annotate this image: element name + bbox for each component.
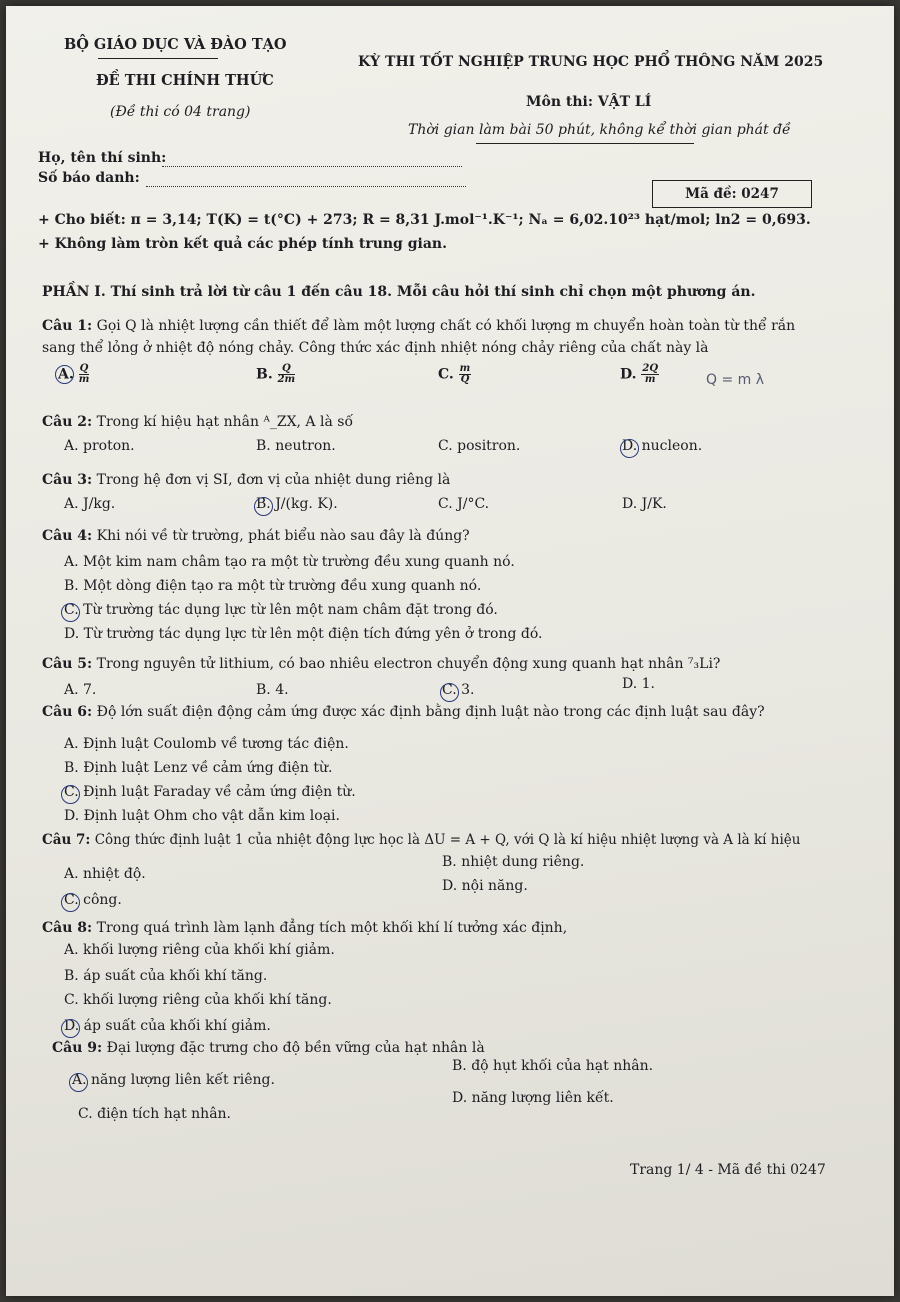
q1-label: Câu 1: bbox=[42, 318, 93, 334]
q1-d-num: 2Q bbox=[642, 363, 659, 374]
q4-option-b[interactable]: B. Một dòng điện tạo ra một từ trường đều xung quanh nó. bbox=[64, 578, 482, 594]
q5-option-c[interactable]: C. 3. bbox=[442, 682, 475, 698]
q8-text: Trong quá trình làm lạnh đẳng tích một khối khí lí tưởng xác định, bbox=[96, 920, 568, 936]
q8-option-a[interactable]: A. khối lượng riêng của khối khí giảm. bbox=[64, 942, 335, 958]
q9-option-a[interactable]: A. năng lượng liên kết riêng. bbox=[72, 1072, 275, 1088]
q2-stem bbox=[42, 414, 353, 430]
q3-option-d[interactable]: D. J/K. bbox=[622, 496, 667, 512]
q5-answer-mark bbox=[440, 683, 459, 702]
q9-option-c[interactable]: C. điện tích hạt nhân. bbox=[78, 1106, 232, 1122]
q2-answer-mark bbox=[620, 439, 639, 458]
student-name-label: Họ, tên thí sinh: bbox=[38, 150, 167, 166]
q3-stem bbox=[42, 472, 450, 488]
time-underline bbox=[476, 143, 694, 144]
q7-option-a[interactable]: A. nhiệt độ. bbox=[64, 866, 146, 882]
exam-time: Thời gian làm bài 50 phút, không kể thời gian phát đề bbox=[408, 122, 791, 138]
q9-label: Câu 9: bbox=[52, 1040, 103, 1056]
q4-stem bbox=[42, 528, 470, 544]
q5-text: Trong nguyên tử lithium, có bao nhiêu electron chuyển động xung quanh hạt nhân ⁷₃Li? bbox=[96, 656, 721, 672]
q1-a-fraction bbox=[79, 364, 90, 385]
q1-text2: sang thể lỏng ở nhiệt độ nóng chảy. Công thức xác định nhiệt nóng chảy riêng của chất này là bbox=[42, 340, 709, 356]
page-footer: Trang 1/ 4 - Mã đề thi 0247 bbox=[630, 1162, 826, 1178]
student-id-field[interactable] bbox=[146, 186, 466, 187]
q4-label: Câu 4: bbox=[42, 528, 93, 544]
q5-option-d[interactable]: D. 1. bbox=[622, 676, 655, 692]
q1-text1: Gọi Q là nhiệt lượng cần thiết để làm một lượng chất có khối lượng m chuyển hoàn toàn từ thể rắn bbox=[96, 318, 796, 334]
q7-label: Câu 7: bbox=[42, 832, 91, 848]
q7-stem bbox=[42, 832, 800, 848]
q1-answer-mark bbox=[55, 365, 74, 384]
q1-option-b[interactable] bbox=[256, 364, 295, 385]
q1-d-den: m bbox=[644, 374, 656, 385]
q1-b-num: Q bbox=[278, 364, 296, 375]
ministry-underline bbox=[98, 58, 218, 59]
q6-option-b[interactable]: B. Định luật Lenz về cảm ứng điện từ. bbox=[64, 760, 333, 776]
q4-answer-mark bbox=[61, 603, 80, 622]
q8-label: Câu 8: bbox=[42, 920, 93, 936]
q4-option-d[interactable]: D. Từ trường tác dụng lực từ lên một điện tích đứng yên ở trong đó. bbox=[64, 626, 543, 642]
q6-option-a[interactable]: A. Định luật Coulomb về tương tác điện. bbox=[64, 736, 349, 752]
q7-option-c[interactable]: C. công. bbox=[64, 892, 122, 908]
q3-option-c[interactable]: C. J/°C. bbox=[438, 496, 490, 512]
q2-text: Trong kí hiệu hạt nhân ᴬ_ZX, A là số bbox=[96, 414, 354, 430]
q1-a-num: Q bbox=[79, 363, 89, 374]
ministry-name: BỘ GIÁO DỤC VÀ ĐÀO TẠO bbox=[64, 36, 287, 53]
q5-option-b[interactable]: B. 4. bbox=[256, 682, 289, 698]
q6-answer-mark bbox=[61, 785, 80, 804]
official-label: ĐỀ THI CHÍNH THỨC bbox=[96, 72, 274, 89]
q4-text: Khi nói về từ trường, phát biểu nào sau đây là đúng? bbox=[96, 528, 470, 544]
q9-answer-mark bbox=[69, 1073, 88, 1092]
q9-option-b[interactable]: B. độ hụt khối của hạt nhân. bbox=[452, 1058, 654, 1074]
q8-option-d[interactable]: D. áp suất của khối khí giảm. bbox=[64, 1018, 271, 1034]
q2-option-a[interactable]: A. proton. bbox=[64, 438, 135, 454]
q5-option-a[interactable]: A. 7. bbox=[64, 682, 97, 698]
q8-answer-mark bbox=[61, 1019, 80, 1038]
q5-label: Câu 5: bbox=[42, 656, 93, 672]
q1-c-den: Q bbox=[460, 374, 470, 385]
q3-answer-mark bbox=[254, 497, 273, 516]
q1-d-fraction bbox=[641, 364, 659, 385]
q1-d-letter: D. bbox=[620, 366, 637, 383]
given-constants: + Cho biết: π = 3,14; T(K) = t(°C) + 273; R = 8,31 J.mol⁻¹.K⁻¹; Nₐ = 6,02.10²³ hạt/mol; ln2 = 0,693. bbox=[38, 212, 811, 228]
q7-answer-mark bbox=[61, 893, 80, 912]
q1-c-fraction bbox=[459, 364, 472, 385]
subject: Môn thi: VẬT LÍ bbox=[526, 94, 652, 110]
q7-text: Công thức định luật 1 của nhiệt động lực học là ΔU = A + Q, với Q là kí hiệu nhiệt lượng và A là kí hiệu bbox=[94, 832, 801, 848]
q3-option-b[interactable]: B. J/(kg. K). bbox=[256, 496, 338, 512]
q2-option-b[interactable]: B. neutron. bbox=[256, 438, 336, 454]
q1-handwritten-note: Q = m λ bbox=[706, 372, 765, 388]
q1-b-fraction bbox=[278, 364, 296, 385]
q1-c-letter: C. bbox=[438, 366, 454, 383]
q1-b-letter: B. bbox=[256, 366, 273, 383]
q3-option-a[interactable]: A. J/kg. bbox=[64, 496, 116, 512]
exam-title: KỲ THI TỐT NGHIỆP TRUNG HỌC PHỔ THÔNG NĂM 2025 bbox=[358, 54, 824, 70]
q6-stem bbox=[42, 704, 765, 720]
exam-code-box: Mã đề: 0247 bbox=[652, 180, 812, 208]
q6-label: Câu 6: bbox=[42, 704, 93, 720]
q2-option-d[interactable]: D. nucleon. bbox=[622, 438, 703, 454]
q1-option-d[interactable] bbox=[620, 364, 659, 385]
q7-option-b[interactable]: B. nhiệt dung riêng. bbox=[442, 854, 585, 870]
student-id-label: Số báo danh: bbox=[38, 170, 140, 186]
q6-option-c[interactable]: C. Định luật Faraday về cảm ứng điện từ. bbox=[64, 784, 356, 800]
q1-stem bbox=[42, 318, 795, 334]
exam-page bbox=[6, 6, 894, 1296]
q4-option-c[interactable]: C. Từ trường tác dụng lực từ lên một nam châm đặt trong đó. bbox=[64, 602, 498, 618]
q9-option-d[interactable]: D. năng lượng liên kết. bbox=[452, 1090, 614, 1106]
q8-option-b[interactable]: B. áp suất của khối khí tăng. bbox=[64, 968, 268, 984]
q6-text: Độ lớn suất điện động cảm ứng được xác định bằng định luật nào trong các định luật sau đây? bbox=[96, 704, 765, 720]
q5-stem bbox=[42, 656, 720, 672]
q3-text: Trong hệ đơn vị SI, đơn vị của nhiệt dung riêng là bbox=[96, 472, 451, 488]
q4-option-a[interactable]: A. Một kim nam châm tạo ra một từ trường đều xung quanh nó. bbox=[64, 554, 515, 570]
q3-label: Câu 3: bbox=[42, 472, 93, 488]
q8-option-c[interactable]: C. khối lượng riêng của khối khí tăng. bbox=[64, 992, 332, 1008]
given-note: + Không làm tròn kết quả các phép tính trung gian. bbox=[38, 236, 447, 252]
q1-a-den: m bbox=[78, 374, 90, 385]
q8-stem bbox=[42, 920, 567, 936]
q9-text: Đại lượng đặc trưng cho độ bền vững của hạt nhân là bbox=[106, 1040, 485, 1056]
pages-note: (Đề thi có 04 trang) bbox=[110, 104, 251, 120]
q1-option-c[interactable] bbox=[438, 364, 471, 385]
student-name-field[interactable] bbox=[162, 166, 462, 167]
q1-a-letter: A. bbox=[58, 366, 74, 383]
q2-option-c[interactable]: C. positron. bbox=[438, 438, 521, 454]
q7-option-d[interactable]: D. nội năng. bbox=[442, 878, 528, 894]
part1-heading: PHẦN I. Thí sinh trả lời từ câu 1 đến câu 18. Mỗi câu hỏi thí sinh chỉ chọn một phương án. bbox=[42, 284, 756, 300]
q1-c-num: m bbox=[459, 363, 471, 374]
q6-option-d[interactable]: D. Định luật Ohm cho vật dẫn kim loại. bbox=[64, 808, 340, 824]
q2-label: Câu 2: bbox=[42, 414, 93, 430]
q1-b-den: 2m bbox=[277, 374, 296, 385]
q9-stem bbox=[52, 1040, 485, 1056]
